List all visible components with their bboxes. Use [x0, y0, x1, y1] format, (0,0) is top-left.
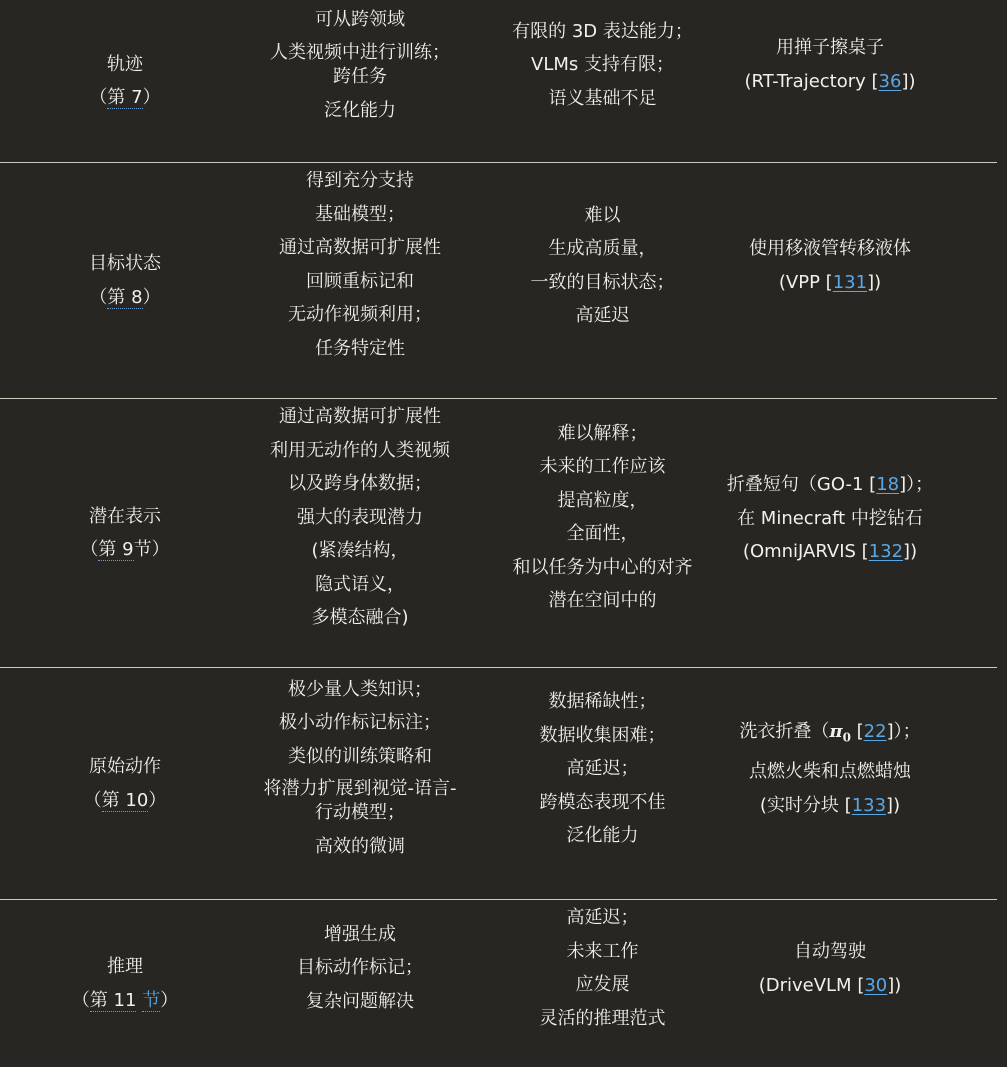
- example-task: 自动驾驶: [794, 941, 866, 962]
- example-cell: [735, 935, 925, 1002]
- method-name: 目标状态: [89, 253, 161, 274]
- advantage-line: 增强生成: [324, 923, 396, 945]
- advantage-line: 目标动作标记；: [297, 957, 423, 979]
- limitation-line: 和以任务为中心的对齐: [512, 556, 693, 578]
- citation-link[interactable]: 22: [863, 720, 887, 742]
- advantage-line: 多模态融合): [311, 607, 409, 629]
- method-cell: [40, 399, 210, 667]
- section-ref[interactable]: （第 10）: [83, 789, 167, 811]
- example-cell: [726, 468, 934, 569]
- example-model: (VPP [131]): [778, 271, 882, 293]
- example-cell: [735, 232, 925, 299]
- method-name: 推理: [107, 956, 143, 977]
- advantage-line: 可从跨领域: [315, 9, 405, 30]
- example-task: 点燃火柴和点燃蜡烛: [749, 761, 911, 783]
- section-ref[interactable]: （第 8）: [89, 286, 161, 308]
- limitations-cell: [500, 198, 705, 333]
- table-row: [0, 668, 997, 899]
- citation-link[interactable]: 133: [851, 794, 887, 816]
- limitations-cell: [500, 15, 705, 115]
- citation-link[interactable]: 132: [868, 541, 904, 563]
- advantage-line: 基础模型；: [315, 203, 405, 225]
- table-row: [0, 399, 997, 667]
- citation-link[interactable]: 18: [876, 474, 900, 496]
- example-task: 用掸子擦桌子: [776, 37, 884, 58]
- method-cell: [40, 163, 210, 398]
- advantage-line: 无动作视频利用；: [288, 304, 432, 325]
- advantage-line: 强大的表现潜力: [297, 506, 423, 528]
- limitation-line: 数据稀缺性；: [548, 691, 657, 713]
- advantage-line: 利用无动作的人类视频: [270, 439, 450, 461]
- advantage-line: 极小动作标记标注；: [279, 712, 441, 733]
- advantage-line: 将潜力扩展到视觉-语言-行动模型；: [263, 778, 457, 823]
- advantage-line: 任务特定性: [315, 337, 405, 359]
- example-task: 使用移液管转移液体: [749, 238, 911, 259]
- limitation-line: 泛化能力: [566, 825, 639, 847]
- advantage-line: 通过高数据可扩展性: [279, 406, 441, 428]
- limitations-cell: [500, 416, 705, 618]
- advantage-line: 回顾重标记和: [306, 270, 414, 292]
- advantage-line: 复杂问题解决: [306, 990, 414, 1012]
- method-name: 原始动作: [89, 756, 161, 777]
- example-task: 折叠短句（GO-1 [18]）；: [726, 474, 934, 496]
- example-model: (实时分块 [133]): [759, 794, 901, 816]
- pi-zero-symbol: $\pi_0$: [829, 720, 851, 745]
- advantage-line: 人类视频中进行训练；跨任务: [270, 41, 450, 87]
- limitation-line: 高延迟；: [566, 758, 639, 780]
- limitation-line: 难以: [584, 204, 621, 226]
- limitation-line: 语义基础不足: [548, 87, 657, 109]
- advantage-line: 得到充分支持: [306, 170, 414, 191]
- limitation-line: 未来的工作应该: [539, 456, 666, 477]
- example-task: 洗衣折叠（$\pi_0$ [22]）；: [739, 720, 921, 745]
- example-cell: [735, 31, 925, 98]
- advantage-line: 类似的训练策略和: [288, 745, 432, 767]
- advantages-cell: [262, 918, 458, 1018]
- limitation-line: 生成高质量，: [548, 238, 657, 259]
- example-cell: [735, 718, 925, 819]
- limitation-line: 潜在空间中的: [548, 590, 657, 611]
- method-cell: [40, 900, 210, 1067]
- example-task: 在 Minecraft 中挖钻石: [737, 507, 923, 529]
- limitation-line: VLMs 支持有限；: [531, 54, 674, 76]
- method-cell: [40, 0, 210, 162]
- method-name: 潜在表示: [89, 505, 161, 527]
- limitation-line: 跨模态表现不佳: [539, 791, 666, 813]
- advantage-line: 泛化能力: [324, 99, 396, 121]
- limitation-line: 有限的 3D 表达能力；: [512, 20, 693, 42]
- example-model: (OmniJARVIS [132]): [742, 541, 918, 563]
- advantage-line: (紧凑结构，: [311, 540, 409, 562]
- limitation-line: 难以解释；: [557, 422, 648, 444]
- section-ref[interactable]: （第 9节）: [80, 539, 170, 560]
- advantages-cell: [262, 668, 458, 868]
- limitation-line: 未来工作: [566, 940, 639, 962]
- example-model: (RT-Trajectory [36]): [744, 70, 916, 92]
- limitation-line: 高延迟: [575, 305, 630, 326]
- limitation-line: 提高粒度，: [557, 489, 648, 511]
- advantages-cell: [262, 399, 458, 636]
- advantage-line: 以及跨身体数据；: [288, 473, 432, 495]
- citation-link[interactable]: 36: [878, 70, 902, 92]
- limitation-line: 数据收集困难；: [539, 724, 666, 746]
- advantages-cell: [262, 163, 458, 366]
- limitation-line: 灵活的推理范式: [539, 1007, 666, 1029]
- advantage-line: 隐式语义，: [315, 573, 405, 595]
- advantage-line: 极少量人类知识；: [288, 678, 432, 700]
- table-row: [0, 900, 997, 1040]
- table-row: [0, 0, 997, 162]
- limitations-cell: [500, 901, 705, 1035]
- limitation-line: 应发展: [575, 974, 630, 995]
- limitation-line: 高延迟；: [566, 907, 639, 928]
- limitation-line: 全面性，: [566, 523, 639, 544]
- advantages-cell: [262, 0, 458, 130]
- section-ref[interactable]: （第 7）: [89, 87, 161, 108]
- limitation-line: 一致的目标状态；: [530, 271, 675, 293]
- citation-link[interactable]: 30: [864, 974, 888, 996]
- method-cell: [40, 668, 210, 899]
- citation-link[interactable]: 131: [832, 271, 868, 293]
- example-model: (DriveVLM [30]): [758, 974, 902, 996]
- advantage-line: 通过高数据可扩展性: [279, 237, 441, 258]
- method-name: 轨迹: [107, 53, 143, 75]
- table-row: [0, 163, 997, 398]
- advantage-line: 高效的微调: [315, 836, 405, 857]
- section-ref[interactable]: （第 11 节）: [71, 989, 179, 1011]
- limitations-cell: [500, 685, 705, 853]
